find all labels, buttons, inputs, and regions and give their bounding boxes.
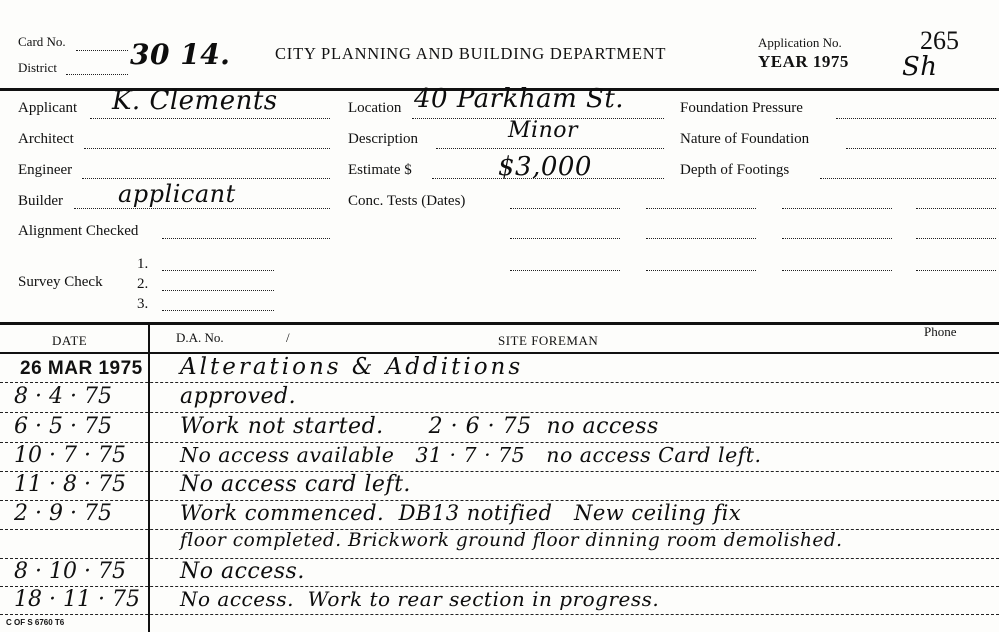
log-row-3-entry: Work not started. 2 · 6 · 75 no access (180, 414, 659, 439)
conc-dots-r3c4 (916, 270, 996, 271)
survey-dots-3 (162, 310, 274, 311)
conc-dots-r3c3 (782, 270, 892, 271)
log-row-1-entry: Alterations & Additions (180, 354, 524, 380)
conc-dots-r2c4 (916, 238, 996, 239)
survey-item-2: 2. (137, 276, 149, 292)
log-header-date: DATE (52, 333, 88, 348)
card-no-label: Card No. (18, 34, 66, 49)
card-no-value: 30 14. (130, 38, 231, 71)
survey-dots-2 (162, 290, 274, 291)
log-header-slash: / (286, 330, 290, 345)
estimate-label: Estimate $ (348, 162, 412, 178)
log-row-5-entry: No access card left. (180, 472, 411, 497)
log-row-3-date: 6 · 5 · 75 (14, 414, 112, 439)
application-initials: Sh (902, 52, 938, 82)
log-row-6-date: 2 · 9 · 75 (14, 501, 112, 526)
log-row-2-date: 8 · 4 · 75 (14, 384, 112, 409)
survey-item-3: 3. (137, 296, 149, 312)
conc-dots-r1c3 (782, 208, 892, 209)
depth-footings-label: Depth of Footings (680, 162, 790, 178)
form-code: C OF S 6760 T6 (6, 618, 65, 627)
conc-dots-r2c1 (510, 238, 620, 239)
log-rule-4 (0, 471, 999, 472)
architect-label: Architect (18, 131, 74, 147)
conc-tests-label: Conc. Tests (Dates) (348, 193, 466, 209)
applicant-dots (90, 118, 330, 119)
log-row-4-date: 10 · 7 · 75 (14, 443, 126, 468)
conc-dots-r2c3 (782, 238, 892, 239)
description-label: Description (348, 131, 418, 147)
log-rule-2 (0, 412, 999, 413)
log-row-6-entry: Work commenced. DB13 notified New ceiling fix (180, 501, 742, 525)
log-row-5-date: 11 · 8 · 75 (14, 472, 126, 497)
nature-foundation-label: Nature of Foundation (680, 131, 810, 147)
log-header-site-foreman: SITE FOREMAN (498, 333, 599, 348)
engineer-label: Engineer (18, 162, 73, 178)
alignment-dots (162, 238, 330, 239)
log-header-da-no: D.A. No. (176, 330, 224, 345)
estimate-value: $3,000 (498, 152, 592, 182)
log-row-8-date: 8 · 10 · 75 (14, 559, 126, 584)
conc-dots-r3c1 (510, 270, 620, 271)
log-row-9-entry: No access. Work to rear section in progress. (180, 587, 660, 611)
log-rule-9 (0, 614, 999, 615)
district-label: District (18, 60, 57, 75)
location-label: Location (348, 100, 402, 116)
builder-label: Builder (18, 193, 63, 209)
application-no-label: Application No. (758, 35, 842, 50)
log-row-1-date: 26 MAR 1975 (20, 358, 143, 379)
log-rule-7 (0, 558, 999, 559)
foundation-pressure-dots (836, 118, 996, 119)
conc-dots-r2c2 (646, 238, 756, 239)
survey-dots-1 (162, 270, 274, 271)
card-no-dots (76, 50, 128, 51)
log-row-2-entry: approved. (180, 384, 297, 409)
department-title: CITY PLANNING AND BUILDING DEPARTMENT (275, 44, 667, 63)
conc-dots-r1c1 (510, 208, 620, 209)
foundation-pressure-label: Foundation Pressure (680, 100, 803, 116)
builder-value: applicant (118, 180, 236, 208)
district-dots (66, 74, 128, 75)
log-row-9-date: 18 · 11 · 75 (14, 587, 140, 612)
survey-item-1: 1. (137, 256, 149, 272)
year-label: YEAR 1975 (758, 52, 849, 71)
builder-dots (74, 208, 330, 209)
log-row-4-entry: No access available 31 · 7 · 75 no access Card left. (180, 443, 762, 467)
location-value: 40 Parkham St. (414, 84, 625, 114)
conc-dots-r1c2 (646, 208, 756, 209)
conc-dots-r3c2 (646, 270, 756, 271)
conc-dots-r1c4 (916, 208, 996, 209)
engineer-dots (82, 178, 330, 179)
log-row-8-entry: No access. (180, 559, 305, 584)
depth-footings-dots (820, 178, 996, 179)
log-rule-1 (0, 382, 999, 383)
log-row-7-entry: floor completed. Brickwork ground floor dinning room demolished. (180, 530, 843, 551)
architect-dots (84, 148, 330, 149)
survey-check-label: Survey Check (18, 274, 103, 290)
alignment-label: Alignment Checked (18, 223, 139, 239)
nature-foundation-dots (846, 148, 996, 149)
description-value: Minor (508, 118, 578, 143)
applicant-label: Applicant (18, 100, 78, 116)
applicant-value: K. Clements (112, 86, 278, 116)
description-dots (436, 148, 664, 149)
log-header-phone: Phone (924, 324, 957, 339)
application-no-value: 265 (920, 26, 959, 55)
